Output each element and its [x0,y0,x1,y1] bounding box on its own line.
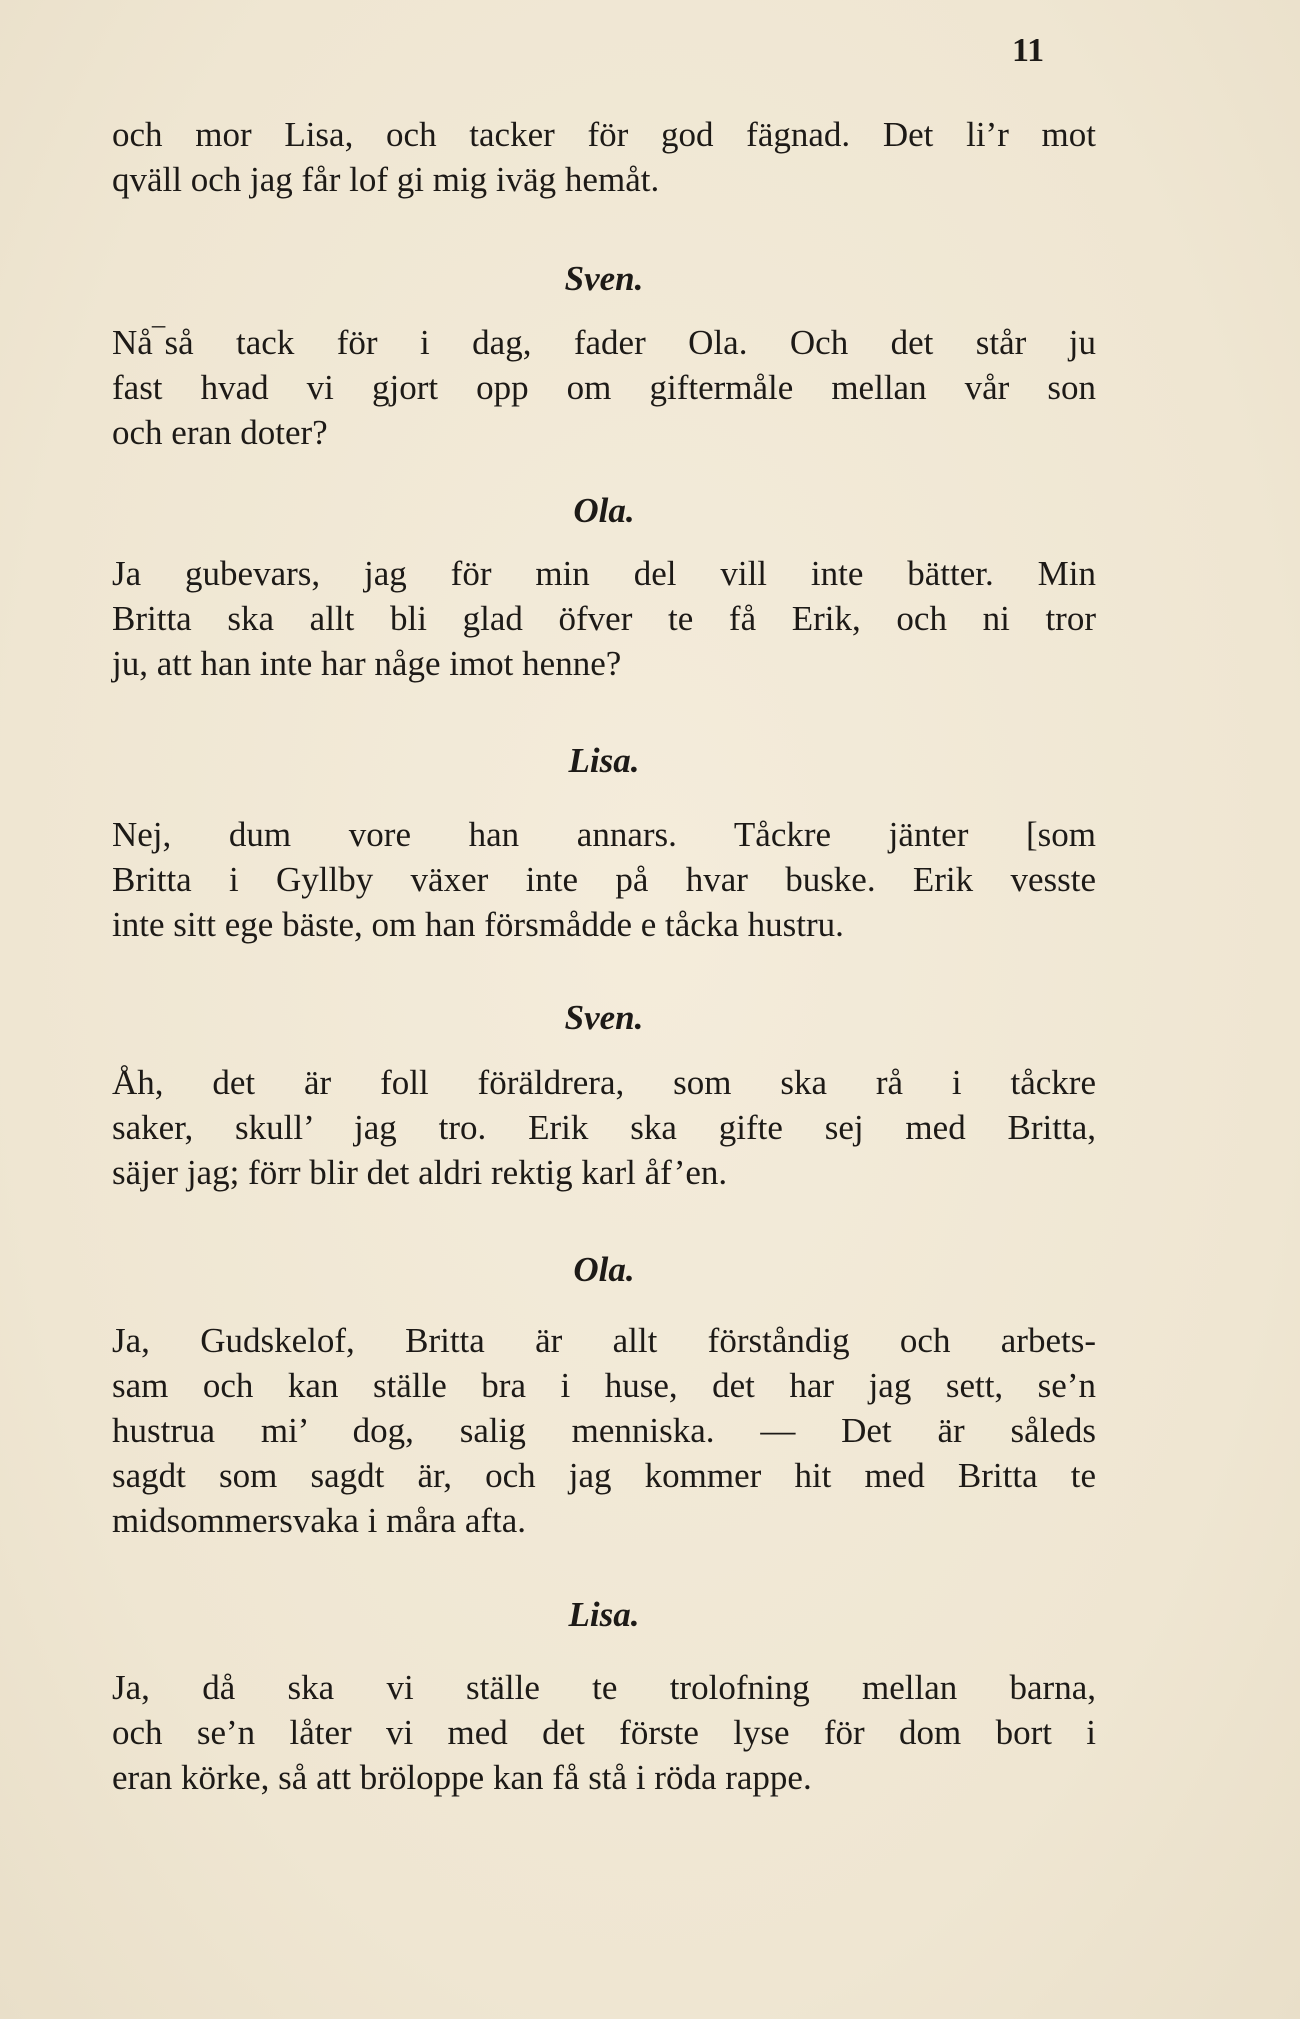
speaker-heading: Lisa. [568,1595,640,1634]
text-block [112,1318,1096,1543]
text-line: sagdt som sagdt är, och jag kommer hit med Britta te [112,1456,1096,1495]
text-line: fast hvad vi gjort opp om giftermåle mellan vår son [112,368,1096,407]
speaker-heading: Ola. [573,1250,635,1289]
text-line: sam och kan ställe bra i huse, det har jag sett, se’n [112,1366,1096,1405]
text-line: Nå‾så tack för i dag, fader Ola. Och det står ju [112,323,1096,362]
text-line: hustrua mi’ dog, salig menniska. — Det är såleds [112,1411,1096,1450]
text-line: och eran doter? [112,413,328,452]
speaker-heading: Sven. [564,998,644,1037]
text-line: saker, skull’ jag tro. Erik ska gifte sej med Britta, [112,1108,1096,1147]
text-line: ju, att han inte har någe imot henne? [112,644,622,683]
text-line: inte sitt ege bäste, om han försmådde e tåcka hustru. [112,905,844,944]
text-block [112,1060,1096,1195]
text-block [112,1665,1096,1800]
text-line: Ja gubevars, jag för min del vill inte bätter. Min [112,554,1096,593]
text-line: qväll och jag får lof gi mig iväg hemåt. [112,160,660,199]
text-line: Britta i Gyllby växer inte på hvar buske. Erik vesste [112,860,1096,899]
text-line: Britta ska allt bli glad öfver te få Erik, och ni tror [112,599,1096,638]
text-line: Ja, då ska vi ställe te trolofning mellan barna, [112,1668,1096,1707]
text-line: och mor Lisa, och tacker för god fägnad. Det li’r mot [112,115,1096,154]
speaker-heading: Sven. [564,259,644,298]
text-block [112,112,1096,202]
speaker-heading: Ola. [573,491,635,530]
text-line: midsommersvaka i måra afta. [112,1501,527,1540]
text-line: säjer jag; förr blir det aldri rektig karl åf’en. [112,1153,728,1192]
text-line: Nej, dum vore han annars. Tåckre jänter [som [112,815,1096,854]
text-line: eran körke, så att bröloppe kan få stå i röda rappe. [112,1758,812,1797]
text-block [112,320,1096,455]
text-line: Ja, Gudskelof, Britta är allt förståndig och arbets- [112,1321,1096,1360]
text-line: Åh, det är foll föräldrera, som ska rå i tåckre [112,1063,1096,1102]
text-block [112,812,1096,947]
speaker-heading: Lisa. [568,741,640,780]
text-block [112,551,1096,686]
text-line: och se’n låter vi med det förste lyse för dom bort i [112,1713,1096,1752]
page-number: 11 [1012,32,1045,69]
